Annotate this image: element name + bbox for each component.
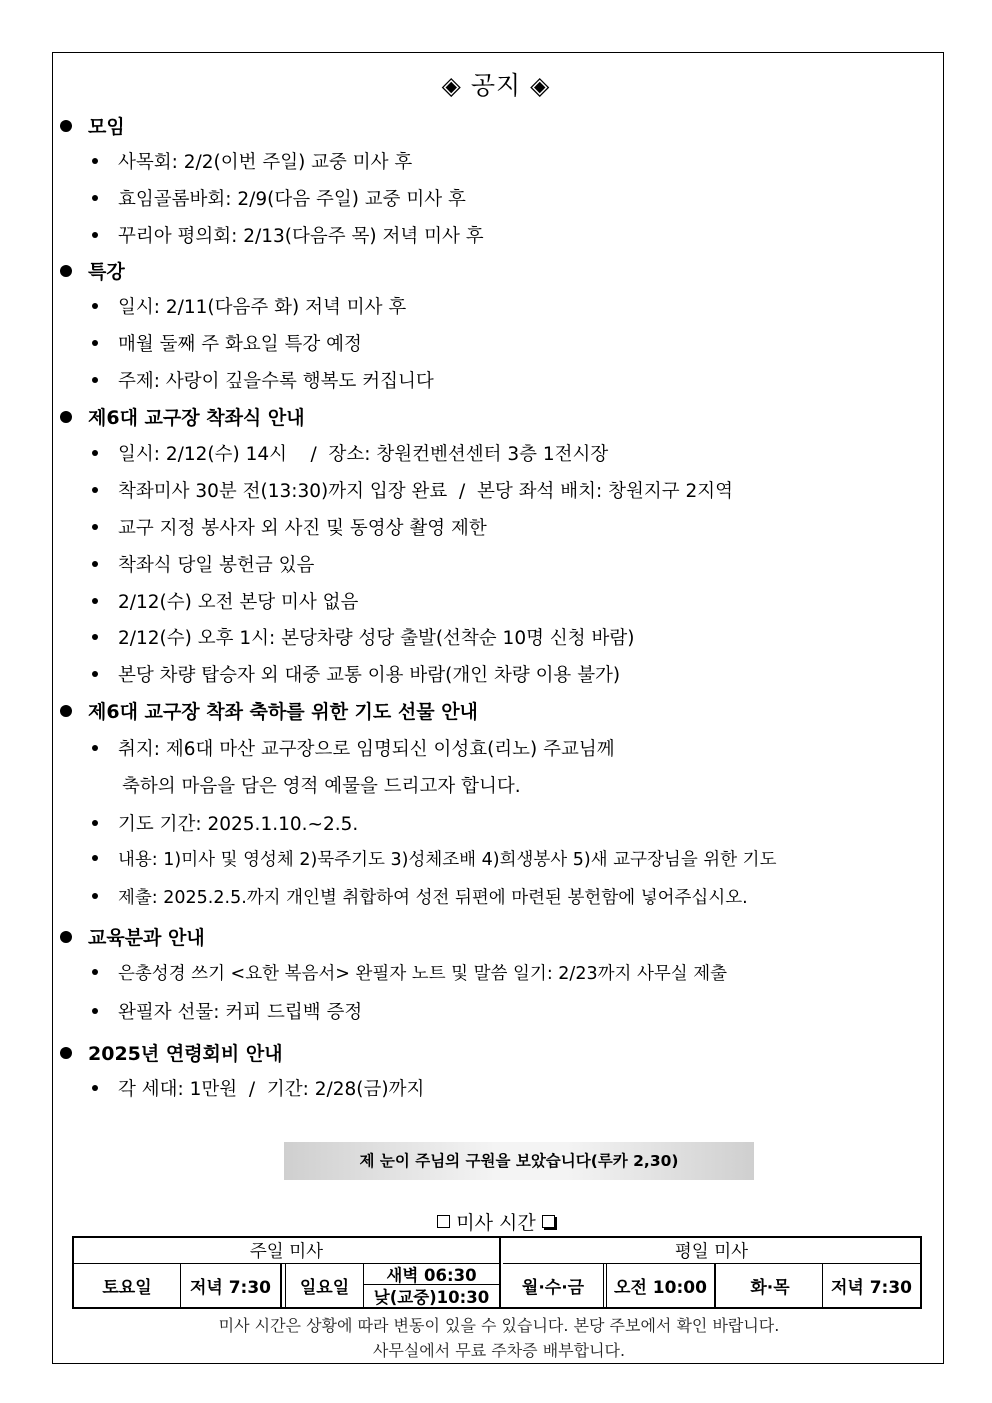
list-item: 일시: 2/12(수) 14시 / 장소: 창원컨벤션센터 3층 1전시장 bbox=[92, 440, 608, 466]
mwf-label: 월·수·금 bbox=[503, 1264, 604, 1307]
list-item: 효임골롬바회: 2/9(다음 주일) 교중 미사 후 bbox=[92, 185, 466, 211]
list-item: 제출: 2025.2.5.까지 개인별 취합하여 성전 뒤편에 마련된 봉헌함에 넣어주십시오. bbox=[92, 884, 748, 909]
bullet-icon bbox=[60, 705, 72, 717]
scripture-banner: 제 눈이 주님의 구원을 보았습니다(루카 2,30) bbox=[284, 1142, 754, 1180]
list-item: 착좌미사 30분 전(13:30)까지 입장 완료 / 본당 좌석 배치: 창원지구 2지역 bbox=[92, 477, 733, 503]
mass-time-title: 미사 시간 bbox=[0, 1208, 992, 1235]
list-item: 취지: 제6대 마산 교구장으로 임명되신 이성효(리노) 주교님께 bbox=[92, 735, 615, 761]
bullet-icon bbox=[92, 893, 98, 899]
bullet-icon bbox=[92, 671, 98, 677]
list-item: 사목회: 2/2(이번 주일) 교중 미사 후 bbox=[92, 148, 412, 174]
sunday-label: 일요일 bbox=[285, 1264, 364, 1307]
bullet-icon bbox=[92, 561, 98, 567]
list-item: 꾸리아 평의회: 2/13(다음주 목) 저녁 미사 후 bbox=[92, 222, 484, 248]
bullet-icon bbox=[92, 340, 98, 346]
mwf-time: 오전 10:00 bbox=[606, 1264, 716, 1307]
list-item: 주제: 사랑이 깊을수록 행복도 커집니다 bbox=[92, 367, 434, 393]
section-heading-education: 교육분과 안내 bbox=[60, 923, 205, 950]
saturday-label: 토요일 bbox=[74, 1264, 181, 1307]
list-item: 완필자 선물: 커피 드립백 증정 bbox=[92, 998, 362, 1024]
bullet-icon bbox=[92, 524, 98, 530]
section-heading-meeting: 모임 bbox=[60, 112, 125, 139]
bullet-icon bbox=[92, 195, 98, 201]
section-heading-installation: 제6대 교구장 착좌식 안내 bbox=[60, 403, 305, 430]
weekday-mass-header: 평일 미사 bbox=[503, 1238, 920, 1264]
bullet-icon bbox=[60, 931, 72, 943]
saturday-time: 저녁 7:30 bbox=[181, 1264, 282, 1307]
sunday-day-time: 낮(교중)10:30 bbox=[364, 1285, 501, 1307]
bullet-icon bbox=[92, 377, 98, 383]
checkbox-icon bbox=[542, 1215, 555, 1228]
section-heading-funeral-fee: 2025년 연령회비 안내 bbox=[60, 1039, 283, 1066]
parking-note: 사무실에서 무료 주차증 배부합니다. bbox=[372, 1341, 626, 1360]
bullet-icon bbox=[92, 303, 98, 309]
list-item: 일시: 2/11(다음주 화) 저녁 미사 후 bbox=[92, 293, 406, 319]
list-item: 기도 기간: 2025.1.10.~2.5. bbox=[92, 810, 358, 836]
mass-time-table bbox=[72, 1236, 922, 1309]
sunday-mass-header: 주일 미사 bbox=[74, 1238, 501, 1264]
list-item: 교구 지정 봉사자 외 사진 및 동영상 촬영 제한 bbox=[92, 514, 487, 540]
bullet-icon bbox=[60, 411, 72, 423]
tue-thu-label: 화·목 bbox=[718, 1264, 823, 1307]
list-item: 착좌식 당일 봉헌금 있음 bbox=[92, 551, 314, 577]
bullet-icon bbox=[92, 855, 98, 861]
bullet-icon bbox=[92, 487, 98, 493]
bullet-icon bbox=[92, 598, 98, 604]
mass-time-note: 미사 시간은 상황에 따라 변동이 있을 수 있습니다. 본당 주보에서 확인 바랍니다. bbox=[218, 1316, 780, 1335]
bullet-icon bbox=[60, 265, 72, 277]
bullet-icon bbox=[92, 820, 98, 826]
bullet-icon bbox=[92, 634, 98, 640]
list-item: 내용: 1)미사 및 영성체 2)묵주기도 3)성체조배 4)희생봉사 5)새 교구장님을 위한 기도 bbox=[92, 846, 776, 871]
checkbox-icon bbox=[437, 1215, 450, 1228]
tue-thu-time: 저녁 7:30 bbox=[830, 1278, 913, 1298]
list-item: 본당 차량 탑승자 외 대중 교통 이용 바람(개인 차량 이용 불가) bbox=[92, 661, 620, 687]
bullet-icon bbox=[92, 969, 98, 975]
bullet-icon bbox=[92, 450, 98, 456]
bullet-icon bbox=[92, 158, 98, 164]
bullet-icon bbox=[92, 232, 98, 238]
sunday-dawn-time: 새벽 06:30 bbox=[364, 1264, 501, 1285]
list-item: 매월 둘째 주 화요일 특강 예정 bbox=[92, 330, 362, 356]
bullet-icon bbox=[60, 120, 72, 132]
list-item: 2/12(수) 오전 본당 미사 없음 bbox=[92, 588, 358, 614]
bullet-icon bbox=[92, 1008, 98, 1014]
list-item-continuation: 축하의 마음을 담은 영적 예물을 드리고자 합니다. bbox=[122, 776, 521, 797]
section-heading-prayer-gift: 제6대 교구장 착좌 축하를 위한 기도 선물 안내 bbox=[60, 697, 478, 724]
bullet-icon bbox=[92, 1085, 98, 1091]
section-heading-lecture: 특강 bbox=[60, 257, 125, 284]
list-item: 2/12(수) 오후 1시: 본당차량 성당 출발(선착순 10명 신청 바람) bbox=[92, 624, 634, 650]
bullet-icon bbox=[92, 745, 98, 751]
bullet-icon bbox=[60, 1047, 72, 1059]
list-item: 은총성경 쓰기 <요한 복음서> 완필자 노트 및 말씀 일기: 2/23까지 사무실 제출 bbox=[92, 960, 727, 985]
list-item: 각 세대: 1만원 / 기간: 2/28(금)까지 bbox=[92, 1075, 424, 1101]
page-title: ◈ 공지 ◈ bbox=[441, 71, 551, 100]
